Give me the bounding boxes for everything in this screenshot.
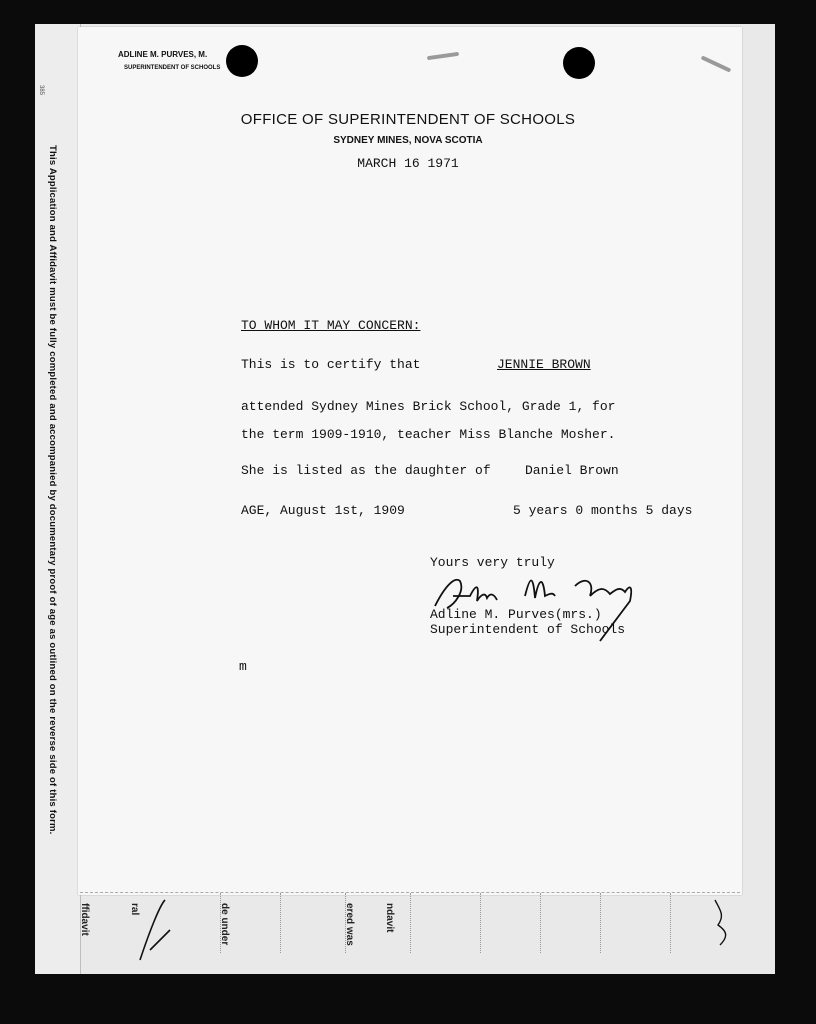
bottom-label: ral — [129, 903, 140, 916]
bottom-label: ndavit — [384, 903, 395, 933]
typist-initial: m — [239, 659, 247, 674]
father-name: Daniel Brown — [525, 463, 619, 478]
letterhead-name: ADLINE M. PURVES, M. — [118, 50, 208, 59]
signer-title: Superintendent of Schools — [430, 622, 626, 637]
side-number: 385 — [38, 85, 44, 96]
closing: Yours very truly — [430, 555, 555, 570]
salutation: TO WHOM IT MAY CONCERN: — [241, 318, 421, 333]
punch-hole — [226, 45, 258, 77]
side-instruction: This Application and Affidavit must be fully completed and accompanied by documentary proof of age as outlined on the reverse side of this form. — [47, 145, 58, 835]
bottom-label: de under — [219, 903, 230, 946]
office-location: SYDNEY MINES, NOVA SCOTIA — [333, 135, 483, 146]
age-value: 5 years 0 months 5 days — [513, 503, 693, 518]
certify-line: This is to certify that — [241, 357, 421, 372]
letterhead-role: SUPERINTENDENT OF SCHOOLS — [124, 65, 221, 71]
bottom-label: ered was — [344, 903, 355, 946]
handwritten-marks — [120, 890, 740, 970]
student-name: JENNIE BROWN — [497, 357, 591, 372]
daughter-line: She is listed as the daughter of — [241, 463, 491, 478]
office-title: OFFICE OF SUPERINTENDENT OF SCHOOLS — [240, 111, 576, 128]
age-label: AGE, August 1st, 1909 — [241, 503, 405, 518]
term-line: the term 1909-1910, teacher Miss Blanche Mosher. — [241, 427, 616, 442]
punch-hole — [563, 47, 595, 79]
school-line: attended Sydney Mines Brick School, Grade 1, for — [241, 399, 616, 414]
bottom-label: ffidavit — [79, 903, 90, 936]
letter-date: MARCH 16 1971 — [357, 156, 459, 171]
signer-name: Adline M. Purves(mrs.) — [430, 607, 602, 622]
